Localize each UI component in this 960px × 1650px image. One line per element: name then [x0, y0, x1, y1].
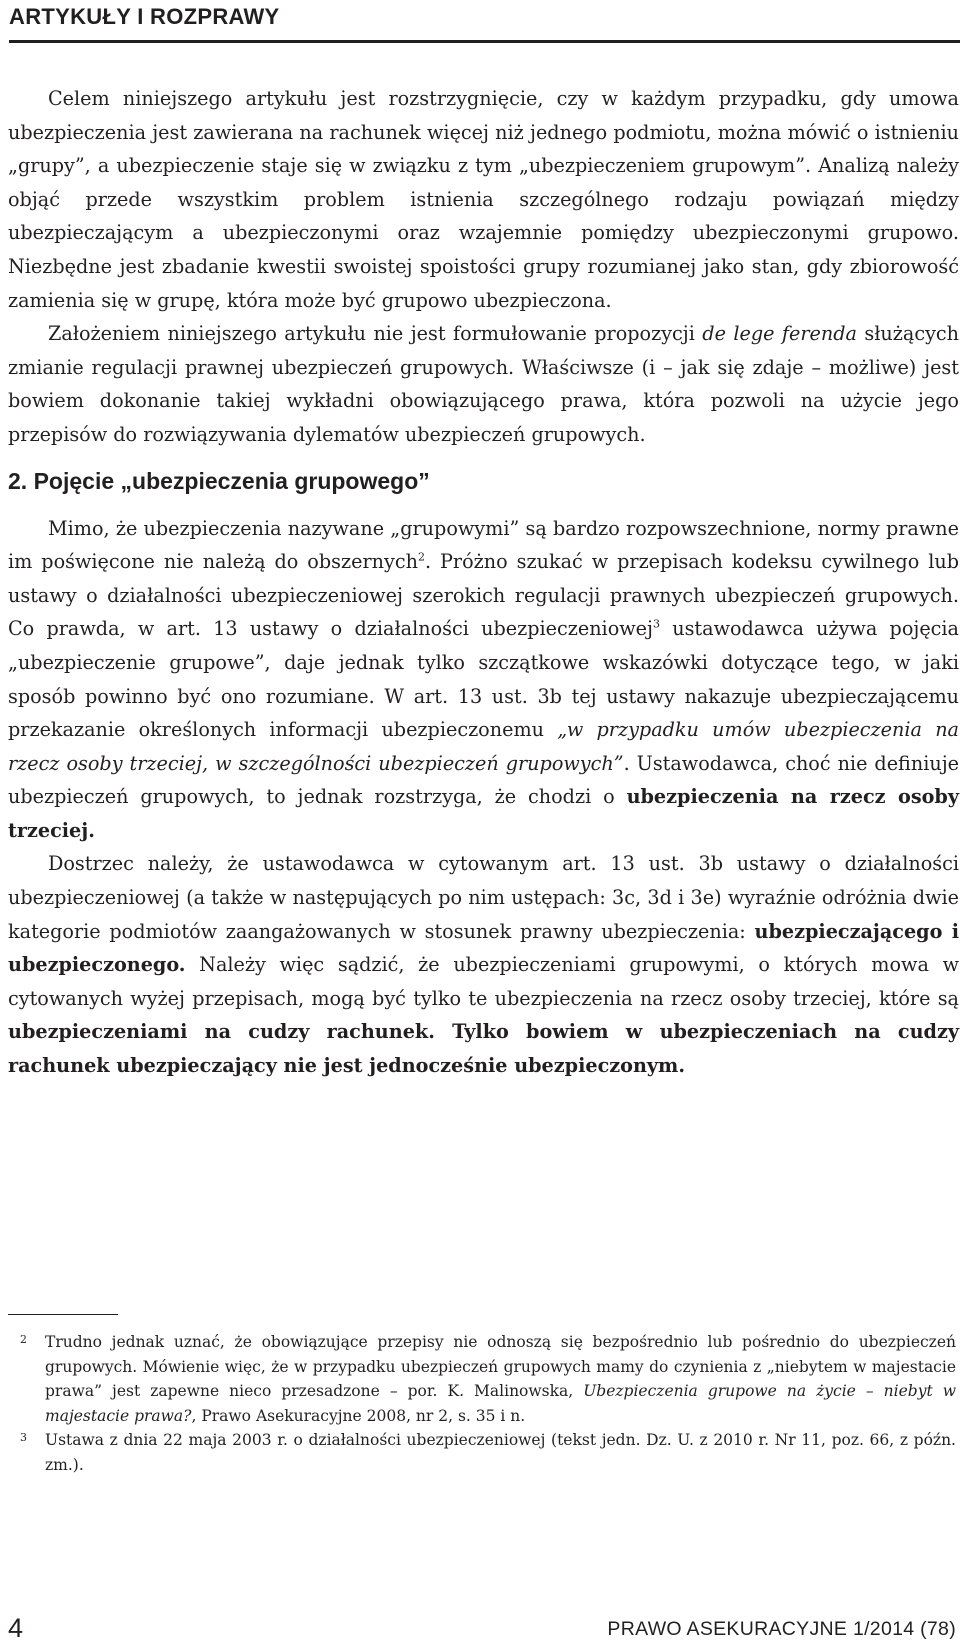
footnote-number: 2 [20, 1333, 27, 1346]
section-heading [8, 464, 959, 498]
journal-title: PRAWO ASEKURACYJNE 1/2014 (78) [607, 1618, 956, 1640]
footnote-2 [8, 1330, 956, 1428]
page-footer [8, 1608, 956, 1648]
paragraph-definition [8, 512, 959, 848]
footnote-number: 3 [20, 1431, 27, 1444]
text-run: . Ustawodawca, choć nie definiuje ubezpieczeń grupowych, to jednak rozstrzyga, że chodzi o [8, 751, 959, 809]
text-run: . Próżno szukać w przepisach kodeksu cywilnego lub ustawy o działalności ubezpieczeniowej szerokich regulacji prawnych ubezpieczeń grupowych. Co prawda, w art. 13 ustawy o działalności ubezpieczeniowej [8, 550, 960, 641]
text-run: , Prawo Asekuracyjne 2008, nr 2, s. 35 i n. [191, 1406, 526, 1425]
section-heading-text: Pojęcie „ubezpieczenia grupowego” [33, 467, 430, 494]
italic-phrase: de lege ferenda [702, 322, 857, 346]
section-label: ARTYKUŁY I ROZPRAWY [9, 4, 280, 29]
bold-phrase: ubezpieczeniami na cudzy rachunek. Tylko bowiem w ubezpieczeniach na cudzy rachunek ubezpieczający nie jest jednocześnie ubezpieczonym. [8, 1020, 959, 1078]
text-run: Dostrzec należy, że ustawodawca w cytowanym art. 13 ust. 3b ustawy o działalności ubezpieczeniowej (a także w następujących po nim ustępach: 3c, 3d i 3e) wyraźnie odróżnia dwie kategorie podmiotów zaangażowanych w stosunek prawny ubezpieczenia: [8, 852, 959, 943]
text-run: Ustawa z dnia 22 maja 2003 r. o działalności ubezpieczeniowej (tekst jedn. Dz. U. z 2010 r. Nr 11, poz. 66, z późn. zm.). [45, 1431, 956, 1474]
page-number: 4 [8, 1613, 24, 1643]
running-header [9, 2, 960, 43]
text-run: służących zmianie regulacji prawnej ubezpieczeń grupowych. Właściwsze (i – jak się zdaje – możliwe) jest bowiem dokonanie takiej wykładni obowiązującego prawa, która pozwoli na użycie jego przepisów do rozwiązywania dylematów ubezpieczeń grupowych. [8, 322, 960, 446]
text-run: Należy więc sądzić, że ubezpieczeniami grupowymi, o których mowa w cytowanych wyżej przepisach, mogą być tylko te ubezpieczenia na rzecz osoby trzeciej, które są [8, 953, 959, 1010]
text-run: Założeniem niniejszego artykułu nie jest formułowanie propozycji [48, 322, 703, 346]
footnotes [8, 1330, 956, 1477]
footnote-divider [8, 1314, 118, 1315]
bold-phrase: ubezpieczenia na rzecz osoby trzeciej. [8, 785, 959, 842]
text-run: Trudno jednak uznać, że obowiązujące przepisy nie odnoszą się bezpośrednio lub pośrednio do ubezpieczeń grupowych. Mówienie więc, że w przypadku ubezpieczeń grupowych mamy do czynienia z „niebytem w majestacie prawa” jest zapewne nieco przesadzone – por. K. Malinowska, [45, 1333, 956, 1400]
bold-phrase: ubezpieczającego i ubezpieczonego. [8, 919, 960, 977]
paragraph-conclusion [8, 847, 959, 1082]
text-run: ustawodawca używa pojęcia „ubezpieczenie grupowe”, daje jednak tylko szczątkowe wskazówki dotyczące tego, w jaki sposób powinno być ono rozumiane. W art. 13 ust. 3b tej ustawy nakazuje ubezpieczającemu przekazanie określonych informacji ubezpieczonemu [8, 617, 959, 742]
italic-quote: „w przypadku umów ubezpieczenia na rzecz osoby trzeciej, w szczególności ubezpieczeń grupowych” [8, 718, 959, 775]
paragraph-assumption [8, 317, 959, 451]
footnote-3 [8, 1428, 956, 1477]
article-body [8, 82, 959, 1083]
paragraph-intro: Celem niniejszego artykułu jest rozstrzygnięcie, czy w każdym przypadku, gdy umowa ubezpieczenia jest zawierana na rachunek więcej niż jednego podmiotu, można mówić o istnieniu „grupy”, a ubezpieczenie staje się w związku z tym „ubezpieczeniem grupowym”. Analizą należy objąć przede wszystkim problem istnienia szczególnego rodzaju powiązań między ubezpieczającym a ubezpieczonymi oraz wzajemnie pomiędzy ubezpieczonymi grupowo. Niezbędne jest zbadanie kwestii swoistej spoistości grupy rozumianej jako stan, gdy zbiorowość zamienia się w grupę, która może być grupowo ubezpieczona. [8, 87, 959, 312]
citation-title: Ubezpieczenia grupowe na życie – niebyt w majestacie prawa? [45, 1382, 956, 1425]
section-heading-number: 2. [8, 467, 28, 494]
footnote-ref-2[interactable]: 2 [417, 550, 425, 564]
footnote-ref-3[interactable]: 3 [652, 617, 660, 631]
text-run: Mimo, że ubezpieczenia nazywane „grupowymi” są bardzo rozpowszechnione, normy prawne im poświęcone nie należą do obszernych [8, 516, 959, 574]
